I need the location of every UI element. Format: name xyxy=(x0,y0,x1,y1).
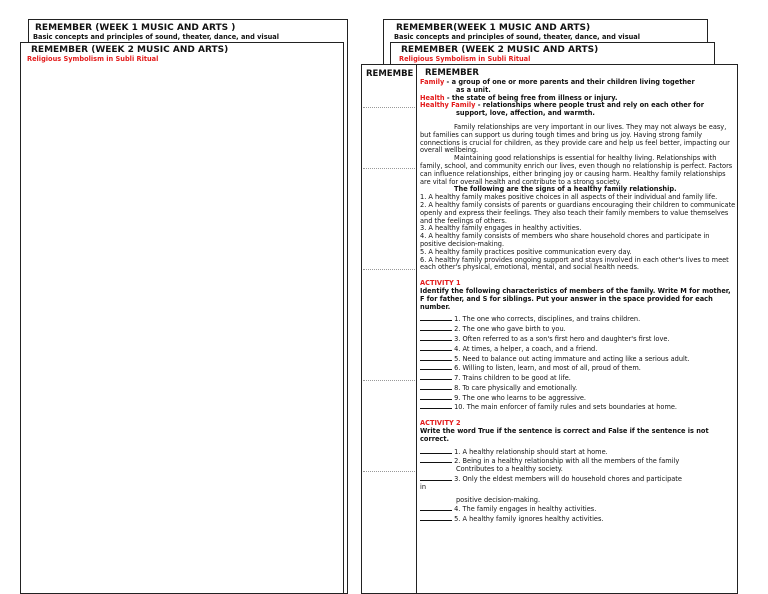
activity-1-instructions: Identify the following characteristics of members of the family. Write M for mother, F for father, and S for siblings. Put your answer in the space provided for each number. xyxy=(420,286,731,311)
right-week1-subtitle: Basic concepts and principles of sound, theater, dance, and visual xyxy=(394,33,641,41)
activity-2-item-2: 2. Being in a healthy relationship with all the members of the family xyxy=(420,456,736,466)
def-health: Health - the state of being free from illness or injury. xyxy=(420,93,618,102)
partial-title: REMEMBE xyxy=(366,69,414,79)
left-week2-page xyxy=(20,42,344,594)
answer-blank[interactable] xyxy=(420,514,452,521)
left-week1-title: REMEMBER (WEEK 1 MUSIC AND ARTS ) xyxy=(35,23,236,33)
answer-blank[interactable] xyxy=(420,447,452,454)
left-week2-title: REMEMBER (WEEK 2 MUSIC AND ARTS) xyxy=(31,45,229,55)
answer-blank[interactable] xyxy=(420,334,452,341)
def-healthy-family: Healthy Family - relationships where people trust and rely on each other for xyxy=(420,101,704,110)
activity-2-item-5: 5. A healthy family ignores healthy activities. xyxy=(420,514,736,524)
activity-1-item-4: 4. At times, a helper, a coach, and a friend. xyxy=(420,344,736,354)
answer-blank[interactable] xyxy=(420,314,452,321)
left-week1-subtitle: Basic concepts and principles of sound, theater, dance, and visual xyxy=(33,33,280,41)
right-week2-subtitle: Religious Symbolism in Subli Ritual xyxy=(399,55,531,63)
answer-blank[interactable] xyxy=(420,474,452,481)
sign-2: 2. A healthy family consists of parents or guardians encouraging their children to communicate openly and express their feelings. They also teach their family members to value themselves and the feelings of others. xyxy=(420,200,736,225)
answer-blank[interactable] xyxy=(420,402,452,409)
answer-blank[interactable] xyxy=(420,324,452,331)
answer-blank[interactable] xyxy=(420,373,452,380)
sign-3: 3. A healthy family engages in healthy activities. xyxy=(420,224,582,233)
sign-4: 4. A healthy family consists of members who share household chores and participate in positive decision-making. xyxy=(420,232,710,248)
answer-blank[interactable] xyxy=(420,354,452,361)
activity-2-item-4: 4. The family engages in healthy activities. xyxy=(420,504,736,514)
right-week2-title: REMEMBER (WEEK 2 MUSIC AND ARTS) xyxy=(401,45,599,55)
def-family-cont: as a unit. xyxy=(456,85,491,94)
partial-ghost-text xyxy=(363,81,421,593)
paragraph-1: Family relationships are very important in our lives. They may not always be easy, but families can support us during tough times and bring us joy. Having strong family connections is crucial for children, as they provide care and help us feel better, impacting our overall wellbeing. xyxy=(420,122,730,155)
sign-1: 1. A healthy family makes positive choices in all aspects of their individual and family life. xyxy=(420,193,718,202)
def-family: Family - a group of one or more parents and their children living together xyxy=(420,78,695,86)
activity-1-item-8: 8. To care physically and emotionally. xyxy=(420,383,736,393)
front-body xyxy=(420,79,736,524)
answer-blank[interactable] xyxy=(420,383,452,390)
paragraph-2: Maintaining good relationships is essential for healthy living. Relationships with family, school, and community enrich our lives, even though no relationship is perfect. Factors can influence relationships, either bringing joy or causing harm. Healthy family relationships are vital for overall health and contribute to a strong society. xyxy=(420,154,733,186)
activity-2-instructions: Write the word True if the sentence is correct and False if the sentence is not correct. xyxy=(420,427,709,443)
answer-blank[interactable] xyxy=(420,363,452,370)
answer-blank[interactable] xyxy=(420,504,452,511)
activity-2-item-3: 3. Only the eldest members will do household chores and participate xyxy=(420,474,736,484)
activity-1-item-7: 7. Trains children to be good at life. xyxy=(420,373,736,383)
front-page xyxy=(416,64,738,594)
def-healthy-family-cont: support, love, affection, and warmth. xyxy=(456,109,595,118)
activity-1-item-3: 3. Often referred to as a son's first hero and daughter's first love. xyxy=(420,334,736,344)
activity-2-item-1: 1. A healthy relationship should start at home. xyxy=(420,447,736,457)
answer-blank[interactable] xyxy=(420,456,452,463)
right-partial-page xyxy=(361,64,421,594)
answer-blank[interactable] xyxy=(420,344,452,351)
activity-1-item-5: 5. Need to balance out acting immature and acting like a serious adult. xyxy=(420,354,736,364)
sign-6: 6. A healthy family provides ongoing support and stays involved in each other's lives to meet each other's physical, emotional, mental, and social health needs. xyxy=(420,255,729,272)
activity-2-label: ACTIVITY 2 xyxy=(420,419,461,428)
left-week2-subtitle: Religious Symbolism in Subli Ritual xyxy=(27,55,159,63)
activity-1-item-6: 6. Willing to listen, learn, and most of all, proud of them. xyxy=(420,363,736,373)
activity-1-item-1: 1. The one who corrects, disciplines, and trains children. xyxy=(420,314,736,324)
activity-2-item-3-cont: positive decision-making. xyxy=(456,495,541,504)
activity-1-item-2: 2. The one who gave birth to you. xyxy=(420,324,736,334)
activity-1-label: ACTIVITY 1 xyxy=(420,279,461,288)
activity-2-item-3-in: in xyxy=(420,482,427,491)
activity-1-item-9: 9. The one who learns to be aggressive. xyxy=(420,393,736,403)
signs-heading: The following are the signs of a healthy family relationship. xyxy=(454,185,677,194)
answer-blank[interactable] xyxy=(420,393,452,400)
sign-5: 5. A healthy family practices positive communication every day. xyxy=(420,247,632,256)
activity-1-item-10: 10. The main enforcer of family rules and sets boundaries at home. xyxy=(420,402,736,412)
front-title: REMEMBER xyxy=(425,68,479,78)
right-week1-title: REMEMBER(WEEK 1 MUSIC AND ARTS) xyxy=(396,23,591,33)
activity-2-item-2-cont: Contributes to a healthy society. xyxy=(456,465,563,474)
